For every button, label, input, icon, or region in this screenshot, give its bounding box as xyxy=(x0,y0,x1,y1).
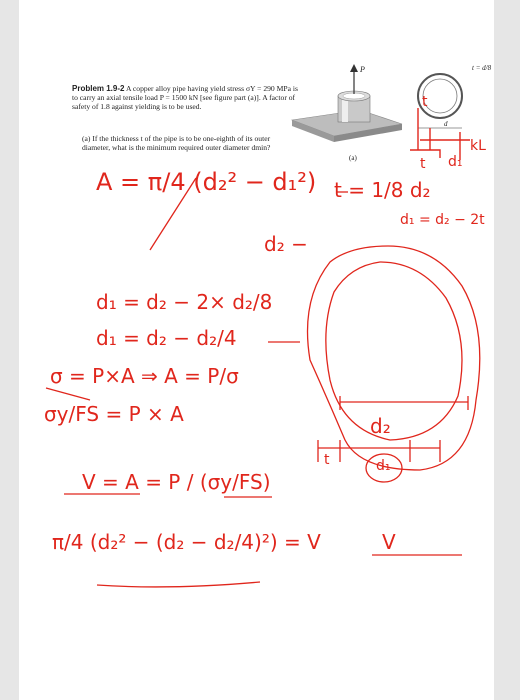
load-label: P xyxy=(360,65,365,74)
final-equation: π/4 (d₂² − (d₂ − d₂/4)²) = V xyxy=(52,530,321,554)
figure-kl-ink: kL xyxy=(470,138,486,154)
figure-t-small-ink: t xyxy=(420,156,426,172)
d1-step-1: d₁ = d₂ − 2× d₂/8 xyxy=(96,290,273,314)
inner-circle xyxy=(326,262,462,440)
inner-ring xyxy=(423,79,457,113)
d1-step-2: d₁ = d₂ − d₂/4 xyxy=(96,326,237,350)
fraction-bar-sy xyxy=(46,388,90,400)
big-circle xyxy=(308,246,480,470)
area-equation: A = π/4 (d₂² − d₁²) xyxy=(96,168,317,196)
d1-relation: d₁ = d₂ − 2t xyxy=(400,212,485,228)
dimension-d-label: d xyxy=(444,120,448,128)
figure-label: (a) xyxy=(349,154,357,162)
circle-t-label: t xyxy=(324,452,330,468)
thickness-equation: t = 1/8 d₂ xyxy=(334,178,431,202)
problem-statement: A copper alloy pipe having yield stress σY = 290 MPa is to carry an axial tensile load P = 1500 kN [see figure part (a)]. A factor of safety of 1.8 against yielding is to be used. xyxy=(72,84,298,111)
volume-equation: V = A = P / (σy/FS) xyxy=(82,470,271,494)
figure-t-ink: t xyxy=(422,94,428,110)
sigma-y-equation: σy/FS = P × A xyxy=(44,402,184,426)
part-a-question: (a) If the thickness t of the pipe is to be one-eighth of its outer diameter, what is the minimum required outer diameter dmin? xyxy=(82,134,271,152)
problem-title: Problem 1.9-2 xyxy=(72,84,125,93)
figure-t-label: t = d/8 xyxy=(472,64,492,72)
answer-v: V xyxy=(382,530,396,554)
sigma-equation: σ = P×A ⇒ A = P/σ xyxy=(50,364,239,388)
circle-d2-label: d₂ xyxy=(370,414,391,438)
circle-d1-label: d₁ xyxy=(376,458,391,474)
underline-eq xyxy=(97,582,260,587)
figure-d1-ink: d₁ xyxy=(448,154,463,170)
d2-dash-label: d₂ − xyxy=(264,232,308,256)
